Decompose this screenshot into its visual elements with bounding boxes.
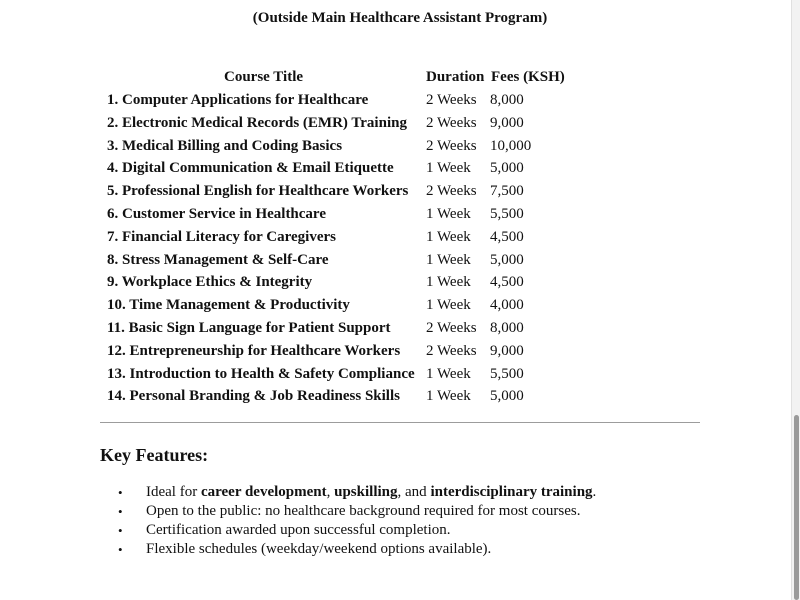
document-subtitle: (Outside Main Healthcare Assistant Program) [252, 10, 548, 26]
key-feature-fragment: , and [397, 484, 431, 500]
course-title: 7. Financial Literacy for Caregivers [107, 228, 336, 245]
course-title: 9. Workplace Ethics & Integrity [107, 274, 313, 291]
header-course-title: Course Title [224, 69, 304, 85]
course-fee: 4,500 [490, 228, 524, 245]
course-title: 14. Personal Branding & Job Readiness Skills [107, 388, 400, 405]
course-title: 11. Basic Sign Language for Patient Support [107, 320, 391, 336]
bullet-icon: • [118, 485, 123, 500]
course-duration: 1 Week [426, 274, 471, 291]
course-duration: 1 Week [426, 228, 471, 245]
course-fee: 9,000 [490, 342, 524, 359]
scrollbar-thumb[interactable] [794, 415, 799, 600]
course-title: 10. Time Management & Productivity [107, 297, 350, 314]
header-duration: Duration [426, 69, 485, 85]
course-duration: 1 Week [426, 206, 471, 222]
course-duration: 1 Week [426, 365, 471, 382]
header-fees: Fees (KSH) [491, 69, 565, 85]
bullet-icon: • [118, 523, 123, 538]
table-row [0, 343, 760, 365]
course-duration: 1 Week [426, 388, 471, 405]
course-fee: 7,500 [490, 183, 524, 200]
key-feature-emphasis: upskilling [334, 484, 398, 500]
course-duration: 2 Weeks [426, 342, 477, 359]
table-row [0, 115, 760, 137]
course-fee: 5,000 [490, 160, 524, 177]
course-title: 1. Computer Applications for Healthcare [107, 92, 369, 108]
key-feature-text [146, 521, 451, 540]
course-fee: 5,000 [490, 251, 524, 268]
scrollbar[interactable] [791, 0, 800, 600]
course-fee: 5,500 [490, 206, 524, 222]
table-row [0, 297, 760, 319]
section-divider [100, 422, 700, 423]
course-fee: 8,000 [490, 92, 524, 108]
key-feature-fragment: Ideal for [146, 484, 201, 500]
key-feature-fragment: Open to the public: no healthcare background required for most courses. [146, 503, 581, 519]
course-fee: 8,000 [490, 320, 524, 336]
course-title: 3. Medical Billing and Coding Basics [107, 137, 343, 154]
bullet-icon: • [118, 504, 123, 519]
course-duration: 1 Week [426, 160, 471, 177]
course-title: 5. Professional English for Healthcare Workers [107, 183, 409, 200]
key-feature-text [146, 502, 580, 521]
key-feature-text [146, 483, 596, 502]
table-row [0, 183, 760, 205]
course-title: 13. Introduction to Health & Safety Compliance [107, 365, 415, 382]
course-fee: 4,500 [490, 274, 524, 291]
table-row [0, 138, 760, 160]
course-duration: 2 Weeks [426, 183, 477, 200]
course-title: 8. Stress Management & Self-Care [107, 251, 329, 268]
table-row [0, 252, 760, 274]
key-feature-fragment: Flexible schedules (weekday/weekend options available). [146, 541, 492, 557]
course-duration: 2 Weeks [426, 320, 477, 336]
key-features-heading: Key Features: [100, 445, 209, 465]
table-row [0, 160, 760, 182]
course-duration: 2 Weeks [426, 137, 477, 154]
course-fee: 5,000 [490, 388, 524, 405]
table-row [0, 274, 760, 296]
key-feature-fragment: Certification awarded upon successful completion. [146, 522, 451, 538]
course-title: 4. Digital Communication & Email Etiquette [107, 160, 394, 177]
course-fee: 9,000 [490, 114, 524, 131]
course-duration: 1 Week [426, 251, 471, 268]
course-duration: 1 Week [426, 297, 471, 314]
course-fee: 5,500 [490, 365, 524, 382]
course-title: 6. Customer Service in Healthcare [107, 206, 326, 222]
key-feature-fragment: , [326, 484, 335, 500]
course-fee: 4,000 [490, 297, 524, 314]
course-duration: 2 Weeks [426, 92, 477, 108]
table-row [0, 206, 760, 228]
course-title: 12. Entrepreneurship for Healthcare Workers [107, 342, 401, 359]
key-feature-text [146, 540, 491, 559]
table-row [0, 320, 760, 342]
table-row [0, 92, 760, 114]
bullet-icon: • [118, 542, 123, 557]
course-duration: 2 Weeks [426, 114, 477, 131]
key-feature-fragment: . [592, 484, 597, 500]
table-row [0, 388, 760, 410]
table-row [0, 229, 760, 251]
key-feature-emphasis: career development [200, 484, 327, 500]
key-feature-emphasis: interdisciplinary training [430, 484, 593, 500]
course-fee: 10,000 [490, 137, 532, 154]
course-title: 2. Electronic Medical Records (EMR) Training [107, 114, 407, 131]
table-row [0, 366, 760, 388]
